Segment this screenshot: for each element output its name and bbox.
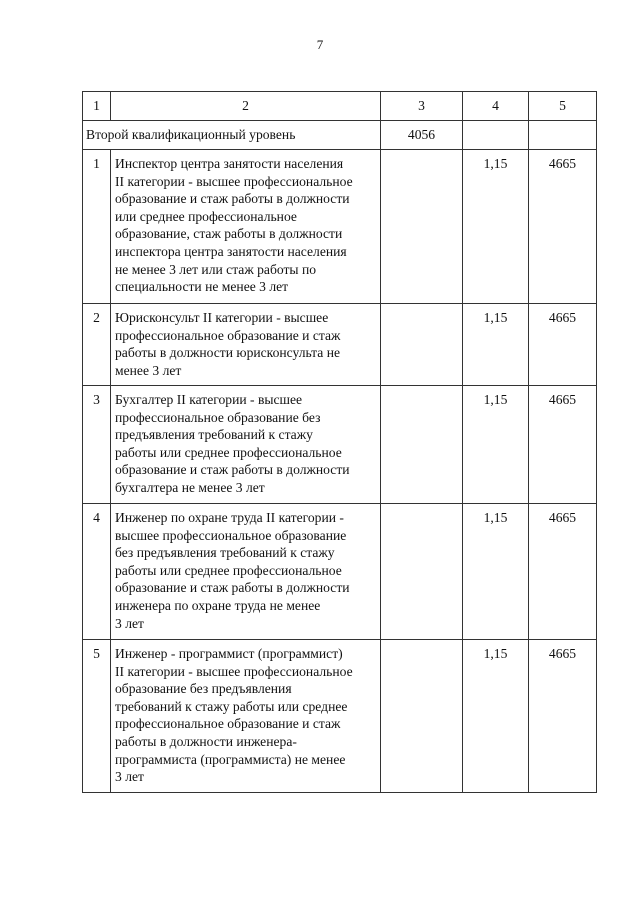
description-line: образование и стаж работы в должности [115,462,350,478]
amount-cell: 4665 [529,150,597,304]
base-salary-cell [381,504,463,640]
table-row [83,150,597,304]
description-line: или среднее профессиональное [115,208,297,224]
header-cell: 3 [381,92,463,121]
row-number: 3 [83,386,111,504]
description-line: 3 лет [115,615,144,631]
salary-table [82,91,597,793]
description-line: 3 лет [115,769,144,785]
position-description [111,386,381,504]
description-line: специальности не менее 3 лет [115,279,289,295]
row-number: 1 [83,150,111,304]
coefficient-cell: 1,15 [463,640,529,793]
description-line: предъявления требований к стажу [115,427,313,443]
description-line: инспектора центра занятости населения [115,243,347,259]
header-cell: 1 [83,92,111,121]
base-salary-cell [381,386,463,504]
position-description [111,150,381,304]
description-line: профессиональное образование без [115,409,321,425]
header-cell: 2 [111,92,381,121]
coefficient-cell: 1,15 [463,304,529,386]
amount-cell: 4665 [529,640,597,793]
description-line: работы в должности юрисконсульта не [115,345,341,361]
amount-cell: 4665 [529,504,597,640]
description-line: образование и стаж работы в должности [115,580,350,596]
table-row [83,304,597,386]
position-description [111,504,381,640]
base-salary-cell [381,304,463,386]
coefficient-cell: 1,15 [463,504,529,640]
description-line: Инженер - программист (программист) [115,646,343,661]
description-line: профессиональное образование и стаж [115,716,341,732]
coefficient-cell: 1,15 [463,386,529,504]
position-description [111,304,381,386]
description-line: Инженер по охране труда II категории - [115,510,344,525]
description-line: Инспектор центра занятости населения [115,156,344,171]
description-line: требований к стажу работы или среднее [115,698,348,714]
description-line: II категории - высшее профессиональное [115,663,353,679]
description-line: не менее 3 лет или стаж работы по [115,261,317,277]
coefficient-cell: 1,15 [463,150,529,304]
header-cell: 4 [463,92,529,121]
empty-cell [529,121,597,150]
qualification-level-name: Второй квалификационный уровень [83,121,381,150]
description-line: менее 3 лет [115,362,182,378]
base-salary-cell [381,150,463,304]
base-salary-cell [381,640,463,793]
description-line: образование без предъявления [115,681,292,697]
table-row [83,640,597,793]
description-line: бухгалтера не менее 3 лет [115,479,265,495]
description-line: работы в должности инженера- [115,733,297,749]
description-line: образование и стаж работы в должности [115,191,350,207]
position-description [111,640,381,793]
description-line: образование, стаж работы в должности [115,226,343,242]
description-line: Юрисконсульт II категории - высшее [115,310,329,325]
amount-cell: 4665 [529,386,597,504]
row-number: 5 [83,640,111,793]
row-number: 4 [83,504,111,640]
table-row [83,386,597,504]
description-line: работы или среднее профессиональное [115,562,342,578]
empty-cell [463,121,529,150]
amount-cell: 4665 [529,304,597,386]
description-line: инженера по охране труда не менее [115,597,321,613]
qualification-level-salary: 4056 [381,121,463,150]
description-line: профессиональное образование и стаж [115,327,341,343]
table-header-row [83,92,597,121]
description-line: программиста (программиста) не менее [115,751,346,767]
page-number: 7 [316,37,324,52]
qualification-level-row [83,121,597,150]
description-line: Бухгалтер II категории - высшее [115,392,303,407]
table-row [83,504,597,640]
description-line: без предъявления требований к стажу [115,545,335,561]
description-line: высшее профессиональное образование [115,527,347,543]
row-number: 2 [83,304,111,386]
header-cell: 5 [529,92,597,121]
description-line: II категории - высшее профессиональное [115,173,353,189]
description-line: работы или среднее профессиональное [115,444,342,460]
